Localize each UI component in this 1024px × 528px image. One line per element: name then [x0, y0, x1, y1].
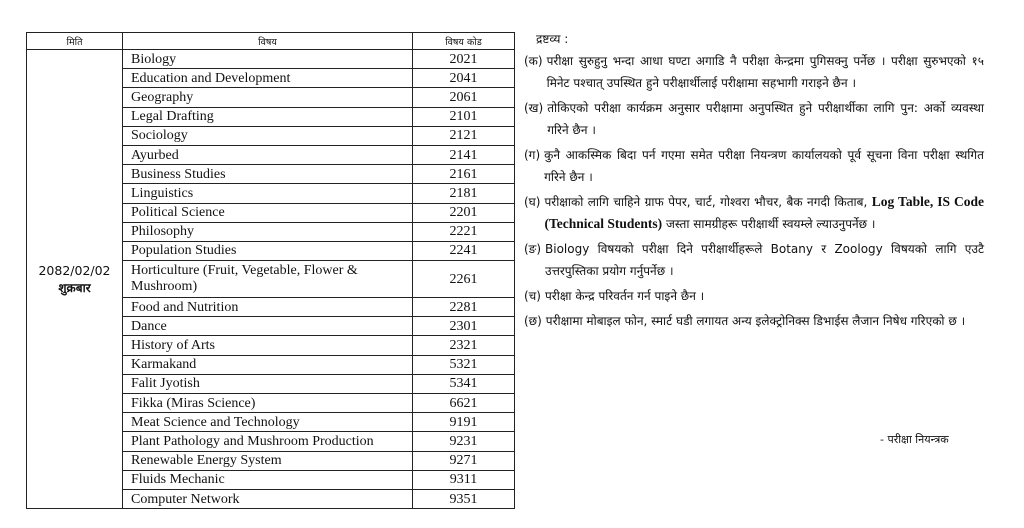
subject-code-cell: 2041	[413, 69, 515, 88]
subject-code-cell: 5341	[413, 374, 515, 393]
subject-cell: Dance	[123, 317, 413, 336]
subject-cell: Philosophy	[123, 222, 413, 241]
subject-code-cell: 6621	[413, 394, 515, 413]
subject-cell: Political Science	[123, 203, 413, 222]
code-column-header: विषय कोड	[413, 33, 515, 50]
notes-section	[524, 28, 984, 335]
note-text: तोकिएको परीक्षा कार्यक्रम अनुसार परीक्षामा अनुपस्थित हुने परीक्षार्थीका लागि पुन: अर्को व्यवस्था गरिने छैन ।	[547, 101, 984, 137]
note-item	[524, 191, 984, 235]
note-item	[524, 310, 984, 332]
subject-cell: Linguistics	[123, 184, 413, 203]
subject-code-cell: 2321	[413, 336, 515, 355]
note-text-part: परीक्षाको लागि चाहिने ग्राफ पेपर, चार्ट, गोश्वरा भौचर, बैक नगदी किताब,	[544, 195, 868, 209]
subject-column-header: विषय	[123, 33, 413, 50]
subject-cell: Population Studies	[123, 241, 413, 260]
subject-code-cell: 2021	[413, 50, 515, 69]
signature: - परीक्षा नियन्त्रक	[880, 433, 949, 446]
subject-cell: Karmakand	[123, 355, 413, 374]
note-text: Biology विषयको परीक्षा दिने परीक्षार्थीहरूले Botany र Zoology विषयको लागि एउटै उत्तरपुस्तिका प्रयोग गर्नुपर्नेछ ।	[545, 242, 984, 278]
subject-code-cell: 2161	[413, 165, 515, 184]
subject-cell: Legal Drafting	[123, 107, 413, 126]
note-item	[524, 50, 984, 94]
subject-cell: Fikka (Miras Science)	[123, 394, 413, 413]
subject-code-cell: 2281	[413, 298, 515, 317]
notes-heading: द्रष्टव्य :	[536, 32, 569, 46]
note-text: परीक्षामा मोबाइल फोन, स्मार्ट घडी लगायत अन्य इलेक्ट्रोनिक्स डिभाईस लैजान निषेध गरिएको छ ।	[545, 314, 966, 328]
subject-cell: Food and Nutrition	[123, 298, 413, 317]
note-item	[524, 97, 984, 141]
note-marker: (च)	[524, 289, 541, 303]
exam-date: 2082/02/02	[38, 262, 111, 278]
subject-code-cell: 9351	[413, 489, 515, 508]
subject-code-cell: 2221	[413, 222, 515, 241]
subject-cell: Plant Pathology and Mushroom Production	[123, 432, 413, 451]
note-text: परीक्षा सुरुहुनु भन्दा आधा घण्टा अगाडि नै परीक्षा केन्द्रमा पुगिसक्नु पर्नेछ । परीक्षा सुरुभएको १५ मिनेट पश्चात् उपस्थित हुने परीक्षार्थीलाई परीक्षामा सहभागी गराइने छैन ।	[546, 54, 984, 90]
subject-code-cell: 2261	[413, 261, 515, 298]
subject-cell: Meat Science and Technology	[123, 413, 413, 432]
subject-code-cell: 2141	[413, 145, 515, 164]
subject-code-cell: 5321	[413, 355, 515, 374]
subject-cell: Falit Jyotish	[123, 374, 413, 393]
subject-cell: Business Studies	[123, 165, 413, 184]
subject-code-cell: 2121	[413, 126, 515, 145]
note-item	[524, 285, 984, 307]
note-bold-text: Log Table, IS Code (Technical Students)	[544, 194, 984, 231]
note-marker: (ख)	[524, 101, 544, 115]
note-marker: (ङ)	[524, 242, 542, 256]
note-text-part: जस्ता सामग्रीहरू परीक्षार्थी स्वयम्ले ल्याउनुपर्नेछ ।	[665, 217, 876, 231]
note-item	[524, 144, 984, 188]
subject-code-cell: 2181	[413, 184, 515, 203]
exam-day: शुक्रबार	[58, 280, 91, 295]
subject-cell: Fluids Mechanic	[123, 470, 413, 489]
subject-cell: Ayurbed	[123, 145, 413, 164]
subject-code-cell: 2241	[413, 241, 515, 260]
note-marker: (ग)	[524, 148, 541, 162]
subject-code-cell: 2101	[413, 107, 515, 126]
subject-cell: Education and Development	[123, 69, 413, 88]
subject-cell: Horticulture (Fruit, Vegetable, Flower & Mushroom)	[123, 261, 413, 298]
subject-cell: Computer Network	[123, 489, 413, 508]
subject-cell: Biology	[123, 50, 413, 69]
subject-code-cell: 2301	[413, 317, 515, 336]
note-marker: (क)	[524, 54, 543, 68]
note-marker: (छ)	[524, 314, 542, 328]
subject-cell: History of Arts	[123, 336, 413, 355]
exam-date-cell	[27, 50, 123, 509]
table-row	[27, 50, 515, 69]
table-header-row	[27, 33, 515, 50]
subject-code-cell: 2061	[413, 88, 515, 107]
note-text: परीक्षा केन्द्र परिवर्तन गर्न पाइने छैन ।	[544, 289, 705, 303]
subject-code-cell: 9271	[413, 451, 515, 470]
note-text	[544, 191, 984, 235]
note-marker: (घ)	[524, 195, 541, 209]
exam-schedule-table	[26, 32, 515, 509]
subject-cell: Sociology	[123, 126, 413, 145]
subject-code-cell: 9231	[413, 432, 515, 451]
subject-cell: Geography	[123, 88, 413, 107]
note-item	[524, 238, 984, 282]
note-text: कुनै आकस्मिक बिदा पर्न गएमा समेत परीक्षा नियन्त्रण कार्यालयको पूर्व सूचना विना परीक्षा स्थगित गरिने छैन ।	[544, 148, 984, 184]
subject-code-cell: 9191	[413, 413, 515, 432]
subject-code-cell: 2201	[413, 203, 515, 222]
date-column-header: मिति	[27, 33, 123, 50]
subject-cell: Renewable Energy System	[123, 451, 413, 470]
notes-list	[524, 50, 984, 332]
subject-code-cell: 9311	[413, 470, 515, 489]
